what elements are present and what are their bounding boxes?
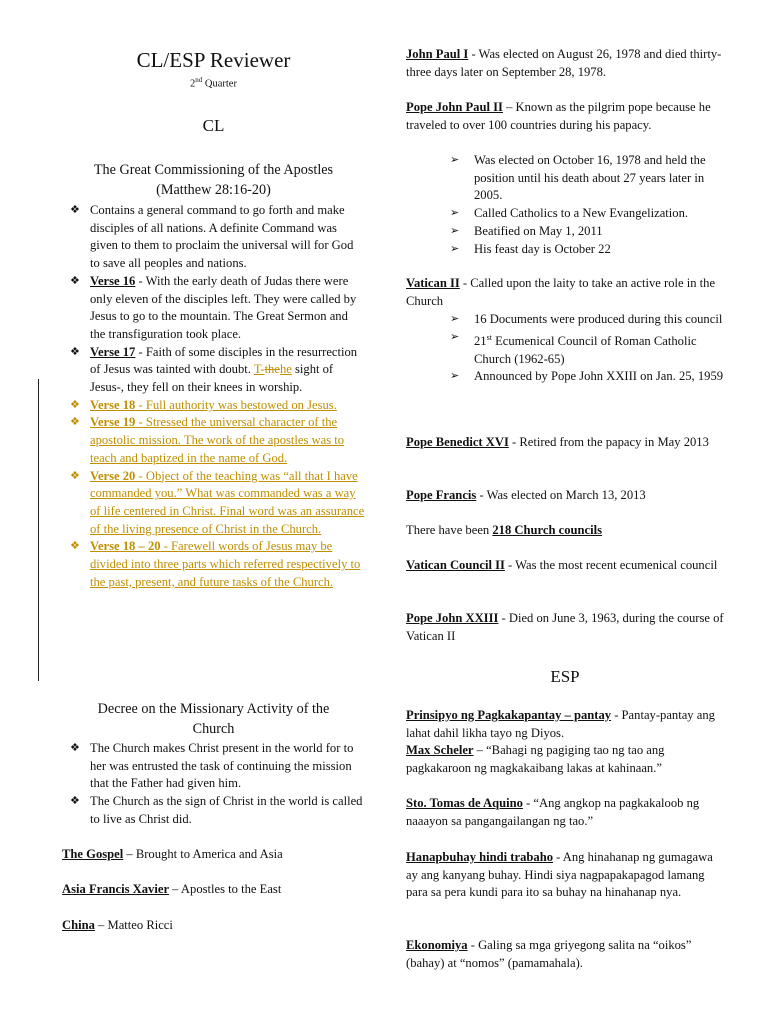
max-scheler-entry: [406, 742, 724, 777]
term-text: - Was elected on March 13, 2013: [476, 488, 646, 502]
term-label: Pope Benedict XVI: [406, 435, 509, 449]
missionary-list: [70, 740, 365, 829]
john-paul-ii-list: [450, 152, 724, 258]
list-item: [450, 205, 724, 223]
ordinal-suffix: st: [486, 332, 492, 342]
diamond-bullet-icon: ❖: [70, 345, 80, 358]
commissioning-list: [70, 202, 365, 591]
term-text: - Was elected on August 26, 1978 and died thirty-three days later on September 28, 1978.: [406, 47, 722, 79]
bullet-text: His feast day is October 22: [474, 241, 611, 256]
arrow-bullet-icon: ➢: [450, 154, 460, 166]
pagkakapantay-entry: [406, 707, 724, 742]
term-text: – Known as the pilgrim pope because he traveled to over 100 countries during his papacy.: [406, 100, 711, 132]
section-title-line: (Matthew 28:16-20): [156, 182, 271, 198]
list-item: [70, 740, 365, 793]
verse-label: Verse 19: [90, 415, 136, 430]
bullet-text: Beatified on May 1, 2011: [474, 223, 603, 238]
china-entry: [62, 917, 365, 935]
bullet-text: 21: [474, 333, 487, 348]
term-label: Pope John Paul II: [406, 100, 503, 114]
verse-label: Verse 16: [90, 273, 136, 288]
cl-heading: CL: [202, 116, 225, 135]
sto-tomas-entry: [406, 795, 724, 830]
arrow-bullet-icon: ➢: [450, 313, 460, 325]
term-text: - Pantay-pantay ang lahat dahil likha tayo ng Diyos.: [406, 708, 715, 740]
church-councils-entry: [406, 522, 724, 540]
term-text: – Brought to America and Asia: [123, 847, 283, 861]
term-label: Vatican Council II: [406, 558, 505, 572]
diamond-bullet-icon: ❖: [70, 742, 80, 754]
term-text: – Matteo Ricci: [94, 918, 173, 932]
verse-text: - Full authority was bestowed on Jesus.: [135, 397, 337, 412]
term-label: China: [62, 918, 95, 932]
term-label: Asia Francis Xavier: [62, 882, 170, 896]
list-item: [450, 223, 724, 241]
inserted-text: T-: [253, 362, 265, 377]
section-title-line: Decree on the Missionary Activity of the: [97, 701, 330, 717]
list-item: [70, 397, 365, 415]
gospel-entry: [62, 846, 365, 864]
diamond-bullet-icon: ❖: [70, 398, 80, 411]
missionary-activity-heading: [62, 699, 365, 739]
term-label: Pope John XXIII: [406, 611, 499, 625]
xavier-entry: [62, 881, 365, 899]
deleted-text: the: [264, 362, 280, 377]
esp-heading: ESP: [550, 667, 580, 686]
diamond-bullet-icon: ❖: [70, 274, 80, 287]
verse-text: inal word was an assurance of the living presence of Christ in the Church.: [90, 503, 365, 536]
list-item: [70, 414, 365, 467]
verse-text: - Stressed the universal character of the apostolic mission. The work of the apostles was to teach and baptized in the name of God.: [90, 415, 345, 465]
arrow-bullet-icon: ➢: [450, 242, 460, 255]
term-text: - Called upon the laity to take an active role in the Church: [406, 276, 716, 308]
bullet-text: 16 Documents were produced during this council: [474, 312, 723, 326]
vatican-council-ii-entry: [406, 557, 724, 575]
john-paul-ii-entry: [406, 99, 724, 134]
bullet-text: Was elected on October 16, 1978 and held the position until his death about 27 years later in 2005.: [474, 153, 706, 203]
verse-text: - Farewell words of Jesus may be divided into three parts which referred respectively to the past, present, and future tasks of the Church.: [90, 539, 361, 589]
section-title-line: Church: [192, 721, 235, 737]
verse-label: Verse 20: [90, 468, 136, 483]
bullet-text: The Church makes Christ present in the world for to her was entrusted the task of continuing the mission that the Father had given him.: [90, 741, 354, 791]
term-label: John Paul I: [406, 47, 469, 61]
term-text: - Was the most recent ecumenical council: [504, 558, 718, 572]
term-text: There have been: [406, 523, 493, 537]
verse-text: - Object of the teaching was “all that I have commanded you.” What was commanded was a way of life centered in Christ. F: [90, 468, 358, 518]
verse-text: - Faith of some disciples in the resurrection of Jesus was tainted with doubt.: [90, 344, 358, 377]
quarter-label: 2nd Quarter: [190, 76, 237, 90]
vatican-ii-list: [450, 311, 724, 386]
list-item: [70, 468, 365, 539]
diamond-bullet-icon: ❖: [70, 204, 80, 216]
term-text: - Retired from the papacy in May 2013: [508, 435, 709, 449]
term-label: The Gospel: [62, 847, 124, 861]
term-label: Prinsipyo ng Pagkakapantay – pantay: [406, 708, 612, 722]
bullet-text: Called Catholics to a New Evangelization.: [474, 206, 689, 221]
bullet-text: Announced by Pope John XXIII on Jan. 25, 1959: [474, 369, 724, 384]
list-item: [70, 538, 365, 591]
list-item: [70, 344, 365, 397]
list-item: [70, 793, 365, 828]
john-paul-i-entry: [406, 46, 724, 81]
great-commissioning-heading: [62, 160, 365, 200]
term-text: - “Ang angkop na pagkakaloob ng naaayon sa pangangailangan ng tao.”: [406, 796, 700, 828]
arrow-bullet-icon: ➢: [450, 224, 460, 237]
term-text: - Died on June 3, 1963, during the course of Vatican II: [406, 611, 724, 643]
hanapbuhay-entry: [406, 849, 724, 902]
john-xxiii-entry: [406, 610, 724, 645]
list-item: [70, 273, 365, 344]
list-item: [450, 241, 724, 259]
inserted-text: he: [279, 362, 292, 377]
term-label: Sto. Tomas de Aquino: [406, 796, 523, 810]
pope-francis-entry: [406, 487, 724, 505]
term-label: Pope Francis: [406, 488, 477, 502]
term-label: Ekonomiya: [406, 938, 468, 952]
term-label: Hanapbuhay hindi trabaho: [406, 850, 553, 864]
term-text: - Ang hinahanap ng gumagawa ay ang kanyang buhay. Hindi siya nagpapakapagod lamang para sa pera kundi para ito sa buhay na hinahanap nya.: [406, 850, 713, 900]
document-title: CL/ESP Reviewer: [136, 48, 291, 72]
ekonomiya-entry: [406, 937, 724, 972]
term-text: - Galing sa mga griyegong salita na “oikos” (bahay) at “nomos” (pamamahala).: [406, 938, 692, 970]
term-label: Max Scheler: [406, 743, 474, 757]
term-label: Vatican II: [406, 276, 460, 290]
vatican-ii-entry: [406, 275, 724, 310]
bullet-text: Contains a general command to go forth and make disciples of all nations. A definite Command was given to them to proclaim the universal will for God to save all peoples and nations.: [90, 203, 354, 271]
list-item: [70, 202, 365, 273]
list-item: [450, 152, 724, 205]
list-item: [450, 368, 724, 386]
change-bar: [38, 379, 39, 681]
term-text: – Apostles to the East: [169, 882, 282, 896]
bullet-text: Ecumenical Council of Roman Catholic Church (1962-65): [474, 333, 697, 366]
diamond-bullet-icon: ❖: [70, 469, 80, 482]
diamond-bullet-icon: ❖: [70, 540, 80, 553]
section-title-line: The Great Commissioning of the Apostles: [93, 162, 334, 178]
benedict-xvi-entry: [406, 434, 724, 452]
term-label: 218 Church councils: [492, 523, 602, 537]
verse-text: sight of Jesus-, they fell on their knees in worship.: [90, 362, 334, 395]
verse-label: Verse 17: [90, 344, 136, 359]
arrow-bullet-icon: ➢: [450, 330, 460, 343]
bullet-text: The Church as the sign of Christ in the world is called to live as Christ did.: [90, 794, 363, 826]
verse-label: Verse 18: [90, 397, 136, 412]
verse-label: Verse 18 – 20: [90, 539, 161, 554]
verse-text: - With the early death of Judas there were only eleven of the disciples left. They were called by Jesus to go to the mountain. The Great Sermon and the transfiguration took place.: [90, 273, 357, 341]
list-item: [450, 329, 724, 369]
list-item: [450, 311, 724, 329]
arrow-bullet-icon: ➢: [450, 207, 460, 220]
diamond-bullet-icon: ❖: [70, 795, 80, 808]
arrow-bullet-icon: ➢: [450, 370, 460, 383]
diamond-bullet-icon: ❖: [70, 416, 80, 429]
term-text: – “Bahagi ng pagiging tao ng tao ang pagkakaroon ng magkakaibang lakas at kahinaan.”: [406, 743, 665, 775]
